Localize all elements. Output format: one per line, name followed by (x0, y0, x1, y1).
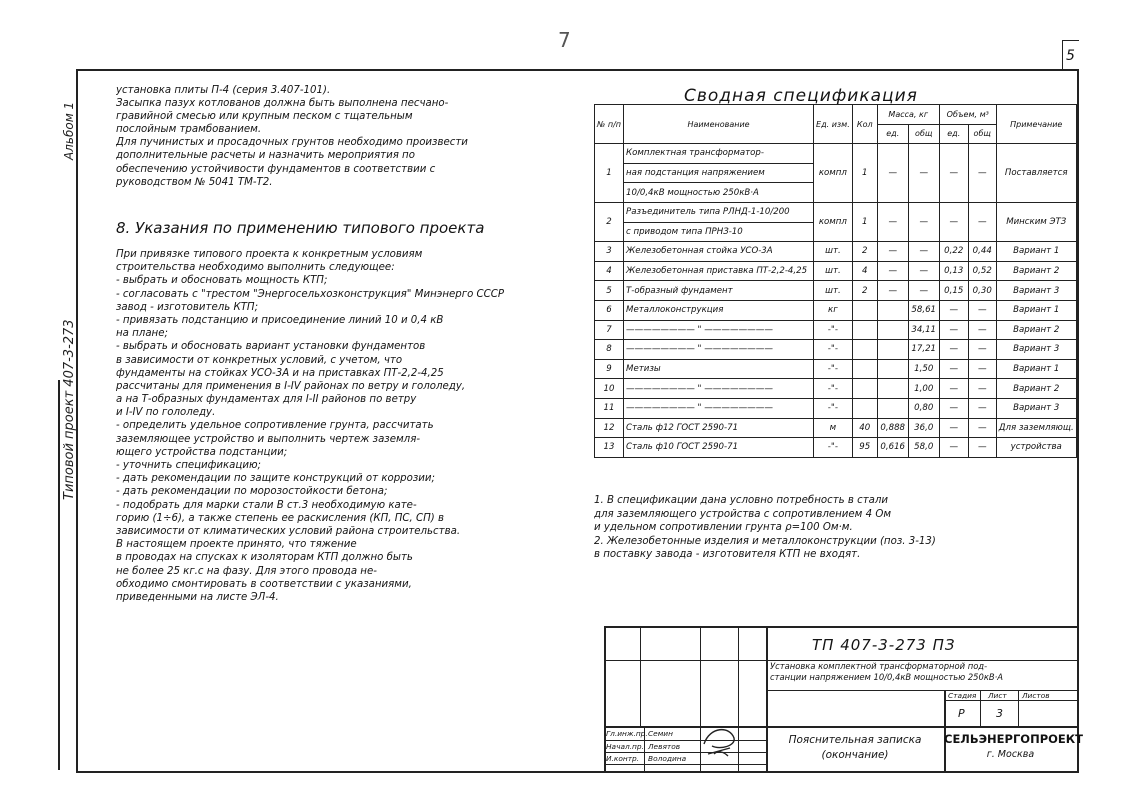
tb-line (604, 726, 1079, 728)
cell-mass-total: 1,00 (908, 379, 939, 399)
cell-num: 2 (595, 202, 624, 241)
cell-vol-total: — (968, 398, 996, 418)
text-line: - выбрать и обосновать вариант установки фундаментов (116, 341, 426, 353)
note-line: в поставку завода - изготовителя КТП не входят. (594, 549, 861, 560)
table-row (595, 438, 1077, 458)
cell-qty (852, 398, 877, 418)
cell-num: 8 (595, 340, 624, 360)
table-row (595, 320, 1077, 340)
text-line: приведенными на листе ЭЛ-4. (116, 591, 279, 603)
role-label: Начал.пр. (606, 742, 644, 751)
cell-note: Вариант 3 (996, 281, 1076, 301)
page-number-box-top (1062, 40, 1079, 41)
cell-vol-unit: — (939, 359, 968, 379)
text-line: - выбрать и обосновать мощность КТП; (116, 275, 328, 287)
cell-vol-total: — (968, 438, 996, 458)
document-title (770, 733, 940, 763)
tb-line (700, 626, 701, 726)
col-header-mass: Масса, кг (877, 105, 939, 125)
margin-project-code: Типовой проект 407-3-273 (62, 319, 77, 500)
stage-label: Стадия (948, 691, 977, 700)
text-line: послойным трамбованием. (116, 124, 262, 136)
cell-num: 3 (595, 242, 624, 262)
table-row (595, 261, 1077, 281)
cell-vol-total: — (968, 340, 996, 360)
cell-name: ———————— " ———————— (624, 340, 814, 360)
cell-vol-total: — (968, 144, 996, 203)
margin-line (58, 380, 60, 770)
cell-vol-unit: 0,13 (939, 261, 968, 281)
sheet-value: 3 (996, 707, 1003, 720)
text-line: установка плиты П-4 (серия 3.407-101). (116, 85, 331, 96)
cell-unit: -"- (814, 438, 853, 458)
col-header-mass-total: общ (908, 124, 939, 144)
cell-mass-unit (877, 379, 908, 399)
signature-icon (700, 724, 740, 758)
cell-vol-unit: 0,15 (939, 281, 968, 301)
text-line: - привязать подстанцию и присоединение линий 10 и 0,4 кВ (116, 314, 444, 326)
cell-vol-total: 0,52 (968, 261, 996, 281)
cell-vol-total: — (968, 202, 996, 241)
cell-note: Минским ЭТЗ (996, 202, 1076, 241)
cell-unit: компл (814, 202, 853, 241)
cell-name: Разъединитель типа РЛНД-1-10/200 (624, 202, 814, 222)
cell-note: Вариант 1 (996, 300, 1076, 320)
cell-vol-unit: — (939, 320, 968, 340)
cell-num: 13 (595, 438, 624, 458)
tb-line (738, 626, 739, 726)
text-line: в проводах на спусках к изоляторам КТП должно быть (116, 552, 413, 564)
cell-mass-unit: 0,616 (877, 438, 908, 458)
spec-table (594, 104, 1077, 458)
table-row (595, 281, 1077, 301)
margin-album: Альбом 1 (62, 101, 76, 160)
cell-name: Метизы (624, 359, 814, 379)
cell-mass-total: — (908, 281, 939, 301)
cell-num: 6 (595, 300, 624, 320)
text-line: завод - изготовитель КТП; (116, 301, 259, 313)
text-line: - подобрать для марки стали В ст.3 необходимую кате- (116, 499, 417, 511)
cell-mass-total: 58,0 (908, 438, 939, 458)
cell-mass-total: 34,11 (908, 320, 939, 340)
signer-name: Семин (648, 729, 673, 738)
text-line: - уточнить спецификацию; (116, 460, 261, 471)
cell-note: устройства (996, 438, 1076, 458)
cell-name: ———————— " ———————— (624, 398, 814, 418)
cell-mass-total: — (908, 261, 939, 281)
document-title-line: Пояснительная записка (788, 734, 922, 746)
cell-vol-total: 0,30 (968, 281, 996, 301)
tb-line (604, 752, 766, 753)
text-line: ющего устройства подстанции; (116, 446, 288, 458)
note-line: 1. В спецификации дана условно потребность в стали (594, 495, 889, 506)
cell-vol-unit: — (939, 144, 968, 203)
cell-mass-unit: — (877, 242, 908, 262)
text-line: - дать рекомендации по защите конструкций от коррозии; (116, 473, 435, 485)
cell-name: ная подстанция напряжением (624, 163, 814, 183)
tb-line (944, 700, 1079, 701)
cell-note: Вариант 3 (996, 398, 1076, 418)
text-line: Засыпка пазух котлованов должна быть выполнена песчано- (116, 98, 449, 110)
cell-vol-unit: — (939, 379, 968, 399)
sheet-label: Лист (988, 691, 1007, 700)
cell-name: Сталь ф10 ГОСТ 2590-71 (624, 438, 814, 458)
cell-unit: -"- (814, 398, 853, 418)
col-header-qty: Кол (852, 105, 877, 144)
cell-unit: шт. (814, 261, 853, 281)
cell-vol-total: — (968, 320, 996, 340)
cell-unit: -"- (814, 340, 853, 360)
tb-line (604, 740, 766, 741)
cell-vol-unit: — (939, 418, 968, 438)
top-mark: 7 (558, 28, 571, 52)
cell-num: 10 (595, 379, 624, 399)
table-row (595, 340, 1077, 360)
cell-vol-unit: — (939, 340, 968, 360)
cell-mass-unit: 0,888 (877, 418, 908, 438)
cell-qty: 40 (852, 418, 877, 438)
cell-name: Т-образный фундамент (624, 281, 814, 301)
document-title-line: (окончание) (821, 749, 889, 761)
tb-line (640, 626, 641, 726)
page-number-box-line (1062, 40, 1063, 70)
table-row (595, 202, 1077, 222)
col-header-unit: Ед. изм. (814, 105, 853, 144)
text-line: горию (1÷6), а также степень ее раскисления (КП, ПС, СП) в (116, 512, 445, 524)
col-header-name: Наименование (624, 105, 814, 144)
cell-mass-total: 0,80 (908, 398, 939, 418)
description-line: станции напряжением 10/0,4кВ мощностью 250кВ·А (770, 671, 1004, 682)
cell-vol-total: — (968, 418, 996, 438)
cell-mass-unit (877, 398, 908, 418)
cell-unit: компл (814, 144, 853, 203)
cell-mass-unit (877, 359, 908, 379)
col-header-vol-total: общ (968, 124, 996, 144)
cell-name: ———————— " ———————— (624, 379, 814, 399)
table-row (595, 242, 1077, 262)
page-number: 5 (1066, 48, 1075, 64)
signer-name: Левятов (648, 742, 681, 751)
cell-mass-unit (877, 300, 908, 320)
cell-num: 9 (595, 359, 624, 379)
cell-note: Для заземляющ. (996, 418, 1076, 438)
text-line: дополнительные расчеты и назначить мероприятия по (116, 150, 415, 162)
cell-mass-unit: — (877, 281, 908, 301)
cell-unit: м (814, 418, 853, 438)
cell-qty: 4 (852, 261, 877, 281)
cell-num: 4 (595, 261, 624, 281)
col-header-note: Примечание (996, 105, 1076, 144)
cell-name: с приводом типа ПРНЗ-10 (624, 222, 814, 242)
cell-unit: кг (814, 300, 853, 320)
text-line: В настоящем проекте принято, что тяжение (116, 539, 357, 551)
tb-line (1018, 690, 1019, 727)
cell-qty: 95 (852, 438, 877, 458)
text-line: обеспечению устойчивости фундаментов в соответствии с (116, 163, 436, 175)
body-text-top (116, 84, 556, 189)
cell-note: Вариант 1 (996, 359, 1076, 379)
description-line: Установка комплектной трансформаторной под- (770, 661, 988, 671)
col-header-vol-unit: ед. (939, 124, 968, 144)
cell-unit: -"- (814, 359, 853, 379)
text-line: обходимо смонтировать в соответствии с указаниями, (116, 578, 412, 590)
cell-vol-unit: — (939, 300, 968, 320)
text-line: - дать рекомендации по морозостойкости бетона; (116, 486, 388, 498)
cell-mass-total: — (908, 242, 939, 262)
text-line: зависимости от климатических условий района строительства. (116, 525, 461, 537)
table-row (595, 379, 1077, 399)
cell-name: ———————— " ———————— (624, 320, 814, 340)
document-code: ТП 407-3-273 ПЗ (812, 636, 956, 654)
tb-line (604, 764, 766, 765)
col-header-mass-unit: ед. (877, 124, 908, 144)
cell-mass-unit (877, 340, 908, 360)
spec-notes (594, 494, 1064, 562)
cell-name: Комплектная трансформатор- (624, 144, 814, 164)
col-header-volume: Объем, м³ (939, 105, 996, 125)
cell-qty: 1 (852, 202, 877, 241)
text-line: Для пучинистых и просадочных грунтов необходимо произвести (116, 137, 468, 149)
text-line: гравийной смесью или крупным песком с тщательным (116, 111, 413, 123)
cell-mass-total: — (908, 144, 939, 203)
cell-num: 5 (595, 281, 624, 301)
cell-name: Металлоконструкция (624, 300, 814, 320)
cell-mass-total: 36,0 (908, 418, 939, 438)
text-line: в зависимости от конкретных условий, с учетом, что (116, 354, 403, 366)
cell-vol-unit: — (939, 398, 968, 418)
cell-vol-total: — (968, 379, 996, 399)
text-line: и I-IV по гололеду. (116, 407, 216, 419)
col-header-num: № п/п (595, 105, 624, 144)
cell-num: 12 (595, 418, 624, 438)
cell-unit: шт. (814, 242, 853, 262)
cell-note: Вариант 2 (996, 261, 1076, 281)
cell-qty (852, 320, 877, 340)
cell-num: 7 (595, 320, 624, 340)
cell-note: Вариант 2 (996, 320, 1076, 340)
cell-unit: -"- (814, 379, 853, 399)
tb-line (980, 690, 981, 727)
cell-unit: -"- (814, 320, 853, 340)
organization-city: г. Москва (986, 749, 1035, 760)
cell-name: Железобетонная приставка ПТ-2,2-4,25 (624, 261, 814, 281)
cell-qty (852, 379, 877, 399)
cell-name: Сталь ф12 ГОСТ 2590-71 (624, 418, 814, 438)
cell-mass-total: 58,61 (908, 300, 939, 320)
text-line: строительства необходимо выполнить следующее: (116, 262, 395, 274)
role-label: И.контр. (606, 754, 640, 763)
cell-mass-unit: — (877, 261, 908, 281)
sheets-label: Листов (1022, 691, 1050, 700)
cell-mass-unit (877, 320, 908, 340)
cell-num: 1 (595, 144, 624, 203)
cell-vol-total: — (968, 300, 996, 320)
role-label: Гл.инж.пр. (606, 729, 648, 738)
cell-qty (852, 340, 877, 360)
text-line: рассчитаны для применения в I-IV районах по ветру и гололеду, (116, 380, 466, 392)
cell-num: 11 (595, 398, 624, 418)
table-row (595, 300, 1077, 320)
cell-mass-total: 1,50 (908, 359, 939, 379)
cell-note: Вариант 2 (996, 379, 1076, 399)
organization-name: СЕЛЬЭНЕРГОПРОЕКТ (944, 732, 1083, 746)
cell-mass-total: 17,21 (908, 340, 939, 360)
table-row (595, 144, 1077, 164)
cell-name: Железобетонная стойка УСО-3А (624, 242, 814, 262)
section-heading: 8. Указания по применению типового проекта (116, 219, 485, 237)
text-line: При привязке типового проекта к конкретным условиям (116, 249, 423, 260)
cell-mass-total: — (908, 202, 939, 241)
cell-vol-total: — (968, 359, 996, 379)
text-line: а на Т-образных фундаментах для I-II районов по ветру (116, 394, 417, 406)
cell-mass-unit: — (877, 202, 908, 241)
cell-mass-unit: — (877, 144, 908, 203)
cell-note: Вариант 1 (996, 242, 1076, 262)
stage-value: Р (958, 707, 965, 720)
cell-vol-total: 0,44 (968, 242, 996, 262)
text-line: фундаменты на стойках УСО-3А и на приставках ПТ-2,2-4,25 (116, 367, 444, 379)
text-line: на плане; (116, 328, 168, 340)
text-line: заземляющее устройство и выполнить чертеж заземля- (116, 433, 420, 445)
cell-note: Вариант 3 (996, 340, 1076, 360)
cell-unit: шт. (814, 281, 853, 301)
cell-vol-unit: — (939, 438, 968, 458)
cell-note: Поставляется (996, 144, 1076, 203)
cell-name: 10/0,4кВ мощностью 250кВ·А (624, 183, 814, 203)
table-row (595, 359, 1077, 379)
document-description (770, 661, 1003, 682)
cell-qty: 2 (852, 242, 877, 262)
cell-qty: 1 (852, 144, 877, 203)
cell-vol-unit: 0,22 (939, 242, 968, 262)
table-row (595, 398, 1077, 418)
note-line: 2. Железобетонные изделия и металлоконструкции (поз. 3-13) (594, 535, 936, 547)
cell-qty (852, 359, 877, 379)
cell-vol-unit: — (939, 202, 968, 241)
cell-qty: 2 (852, 281, 877, 301)
text-line: - определить удельное сопротивление грунта, рассчитать (116, 420, 434, 432)
text-line: - согласовать с "трестом "Энергосельхозконструкция" Минэнерго СССР (116, 288, 505, 300)
table-row (595, 418, 1077, 438)
text-line: не более 25 кг.с на фазу. Для этого провода не- (116, 565, 377, 577)
signer-name: Володина (648, 754, 687, 763)
cell-qty (852, 300, 877, 320)
spec-title: Сводная спецификация (684, 86, 918, 106)
body-text-main (116, 248, 556, 604)
text-line: руководством № 5041 ТМ-Т2. (116, 176, 273, 188)
organization (944, 732, 1083, 762)
note-line: и удельном сопротивлении грунта ρ=100 Ом·м. (594, 522, 853, 533)
note-line: для заземляющего устройства с сопротивлением 4 Ом (594, 508, 892, 520)
tb-line (766, 626, 768, 773)
